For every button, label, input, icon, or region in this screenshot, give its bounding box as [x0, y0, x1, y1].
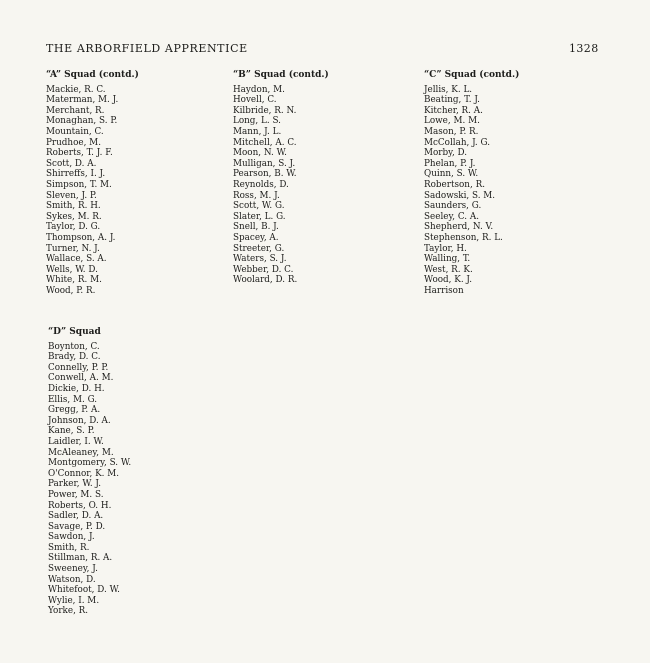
- squad-member: Streeter, G.: [233, 243, 285, 254]
- squad-member: Sykes, M. R.: [46, 211, 102, 222]
- squad-member: Yorke, R.: [48, 606, 89, 617]
- squad-member: Savage, P. D.: [48, 521, 106, 532]
- squad-member: Wylie, I. M.: [48, 595, 100, 606]
- squad-member: Stillman, R. A.: [48, 553, 113, 564]
- squad-member: Sleven, J. P.: [46, 190, 97, 201]
- squad-member: Mitchell, A. C.: [233, 137, 297, 148]
- squad-member: Shepherd, N. V.: [424, 222, 494, 233]
- squad-member: Gregg, P. A.: [48, 405, 101, 416]
- squad-member: Waters, S. J.: [233, 254, 287, 265]
- squad-member: Morby, D.: [424, 148, 468, 159]
- squad-member: Lowe, M. M.: [424, 116, 480, 127]
- squad-member: Mulligan, S. J.: [233, 158, 296, 169]
- squad-member-list: [46, 85, 139, 297]
- squad-member: Jellis, K. L.: [424, 84, 473, 95]
- squad-member: Roberts, T. J. F.: [46, 148, 113, 159]
- squad-member: Laidler, I. W.: [48, 436, 104, 447]
- squad-member: Sawdon, J.: [48, 532, 95, 543]
- squad-heading: “D” Squad: [48, 327, 101, 337]
- squad-member: Whitefoot, D. W.: [48, 585, 120, 596]
- squad-member: Pearson, B. W.: [233, 169, 297, 180]
- squad-member: Watson, D.: [48, 574, 96, 585]
- squad-member: Mann, J. L.: [233, 126, 282, 137]
- squad-member: Mason, P. R.: [424, 126, 479, 137]
- squad-member: McAleaney, M.: [48, 447, 114, 458]
- squad-member: Scott, D. A.: [46, 158, 97, 169]
- squad-member: Brady, D. C.: [48, 352, 101, 363]
- squad-c-section: [424, 70, 519, 296]
- squad-a-section: [46, 70, 139, 296]
- squad-member: Dickie, D. H.: [48, 383, 105, 394]
- squad-member: Kane, S. P.: [48, 426, 95, 437]
- squad-member: Reynolds, D.: [233, 179, 289, 190]
- squad-member: Spacey, A.: [233, 232, 279, 243]
- squad-member: Simpson, T. M.: [46, 179, 112, 190]
- squad-member: Harrison: [424, 285, 464, 296]
- squad-member: O'Connor, K. M.: [48, 468, 120, 479]
- squad-member: Beating, T. J.: [424, 95, 480, 106]
- squad-member: Wood, P. R.: [46, 285, 96, 296]
- squad-member: Conwell, A. M.: [48, 373, 114, 384]
- squad-d-section: [48, 327, 131, 617]
- squad-member: Wells, W. D.: [46, 264, 98, 275]
- squad-member: Moon, N. W.: [233, 148, 287, 159]
- squad-member: Sweeney, J.: [48, 564, 98, 575]
- squad-member: Ross, M. J.: [233, 190, 280, 201]
- squad-member: Phelan, P. J.: [424, 158, 476, 169]
- squad-member: Shirreffs, I. J.: [46, 169, 106, 180]
- squad-member: Power, M. S.: [48, 489, 104, 500]
- squad-member: Johnson, D. A.: [48, 415, 111, 426]
- squad-heading: “A” Squad (contd.): [46, 70, 139, 80]
- squad-member: Taylor, D. G.: [46, 222, 101, 233]
- squad-member: Kilbride, R. N.: [233, 105, 297, 116]
- squad-member: Merchant, R.: [46, 105, 105, 116]
- squad-member: Saunders, G.: [424, 201, 482, 212]
- squad-member: Seeley, C. A.: [424, 211, 480, 222]
- squad-member: Long, L. S.: [233, 116, 281, 127]
- squad-member: Ellis, M. G.: [48, 394, 98, 405]
- squad-member: Mackie, R. C.: [46, 84, 106, 95]
- squad-member: Robertson, R.: [424, 179, 485, 190]
- squad-member: McCollah, J. G.: [424, 137, 491, 148]
- squad-member: Roberts, O. H.: [48, 500, 112, 511]
- squad-member: Walling, T.: [424, 254, 471, 265]
- squad-member: Webber, D. C.: [233, 264, 294, 275]
- squad-member: Taylor, H.: [424, 243, 467, 254]
- squad-member: Kitcher, R. A.: [424, 105, 483, 116]
- squad-member: Slater, L. G.: [233, 211, 286, 222]
- squad-member: Quinn, S. W.: [424, 169, 479, 180]
- squad-member: Thompson, A. J.: [46, 232, 116, 243]
- squad-member: Woolard, D. R.: [233, 275, 298, 286]
- squad-member: Wallace, S. A.: [46, 254, 107, 265]
- squad-member: Hovell, C.: [233, 95, 277, 106]
- running-title: THE ARBORFIELD APPRENTICE: [46, 42, 248, 55]
- squad-member: Wood, K. J.: [424, 275, 473, 286]
- squad-member: Materman, M. J.: [46, 95, 119, 106]
- squad-member: Scott, W. G.: [233, 201, 285, 212]
- squad-member-list: [233, 85, 329, 286]
- squad-member-list: [424, 85, 519, 297]
- squad-member: Sadler, D. A.: [48, 511, 104, 522]
- squad-member: Haydon, M.: [233, 84, 285, 95]
- squad-member: Prudhoe, M.: [46, 137, 101, 148]
- squad-b-section: [233, 70, 329, 286]
- squad-member: Connelly, P. P.: [48, 362, 109, 373]
- squad-member: Mountain, C.: [46, 126, 104, 137]
- squad-member: White, R. M.: [46, 275, 102, 286]
- page-number: 1328: [569, 42, 599, 55]
- squad-member: Smith, R. H.: [46, 201, 101, 212]
- squad-member: Sadowski, S. M.: [424, 190, 496, 201]
- squad-member: Smith, R.: [48, 542, 90, 553]
- squad-member: Monaghan, S. P.: [46, 116, 118, 127]
- squad-member: Turner, N. J.: [46, 243, 100, 254]
- squad-heading: “C” Squad (contd.): [424, 70, 520, 80]
- squad-member: Stephenson, R. L.: [424, 232, 503, 243]
- squad-heading: “B” Squad (contd.): [233, 70, 329, 80]
- squad-member: West, R. K.: [424, 264, 473, 275]
- squad-member: Boynton, C.: [48, 341, 100, 352]
- squad-member: Parker, W. J.: [48, 479, 102, 490]
- squad-member-list: [48, 342, 131, 617]
- squad-member: Montgomery, S. W.: [48, 458, 132, 469]
- squad-member: Snell, B. J.: [233, 222, 279, 233]
